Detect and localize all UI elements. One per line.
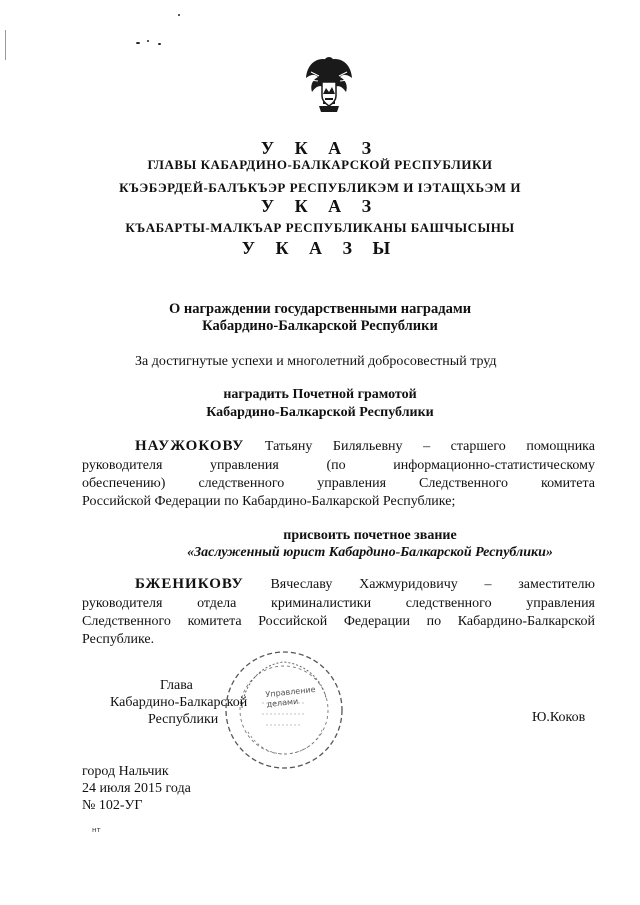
person-1-line-4: Российской Федерации по Кабардино-Балкарской Республике; [82,494,456,509]
person-2-line-3: Следственного комитета Российской Федерации по Кабардино-Балкарской [82,614,595,629]
scan-speck [136,42,140,44]
person-2-line-1 [135,575,595,594]
preamble: За достигнутые успехи и многолетний добросовестный труд [135,354,497,369]
signature-title-3: Республики [148,712,219,727]
person-2-surname: БЖЕНИКОВУ [135,576,244,592]
header-line-kab: КЪЭБЭРДЕЙ-БАЛЪКЪЭР РЕСПУБЛИКЭМ И ІЭТАЩХЬЭМ И [119,180,521,195]
scan-speck [178,14,180,16]
award-2-line-1: присвоить почетное звание [283,528,457,543]
decree-date: 24 июля 2015 года [82,781,191,796]
city: город Нальчик [82,764,169,779]
person-1-line-1 [135,437,595,456]
subject-line-2: Кабардино-Балкарской Республики [202,318,438,334]
header-line-bal: КЪАБАРТЫ-МАЛКЪАР РЕСПУБЛИКАНЫ БАШЧЫСЫНЫ [125,220,515,235]
signature-title-1: Глава [160,678,193,693]
signatory-name: Ю.Коков [532,710,586,725]
person-1-line-1-text: Татьяну Биляльевну – старшего помощника [264,439,595,454]
decree-title-bal: У К А З Ы [241,238,399,258]
executor-mark: нт [92,826,101,834]
person-1-line-3: обеспечению) следственного управления Следственного комитета [82,476,595,491]
decree-title-ru: У К А З [260,138,380,158]
award-2-line-2: «Заслуженный юрист Кабардино-Балкарской Республики» [187,545,553,560]
award-1-line-1: наградить Почетной грамотой [223,387,417,402]
person-1-surname: НАУЖОКОВУ [135,438,245,454]
decree-number: № 102-УГ [82,798,143,813]
scan-edge-line [5,30,6,60]
decree-title-kab: У К А З [260,196,380,216]
coat-of-arms-emblem [303,52,355,114]
scan-speck [158,43,161,45]
scan-speck [147,40,149,42]
person-2-line-2: руководителя отдела криминалистики следственного управления [82,596,595,611]
subject-line-1: О награждении государственными наградами [168,301,472,317]
person-2-line-1-text: Вячеславу Хажмуридовичу – заместителю [270,577,595,592]
person-1-line-2: руководителя управления (по информационно-статистическому [82,458,595,473]
stamp-inner-text: Управление делами [265,684,316,710]
signature-title-2: Кабардино-Балкарской [110,695,248,710]
award-1-line-2: Кабардино-Балкарской Республики [206,405,434,420]
header-line-ru: ГЛАВЫ КАБАРДИНО-БАЛКАРСКОЙ РЕСПУБЛИКИ [147,157,493,172]
person-2-line-4: Республике. [82,632,155,647]
